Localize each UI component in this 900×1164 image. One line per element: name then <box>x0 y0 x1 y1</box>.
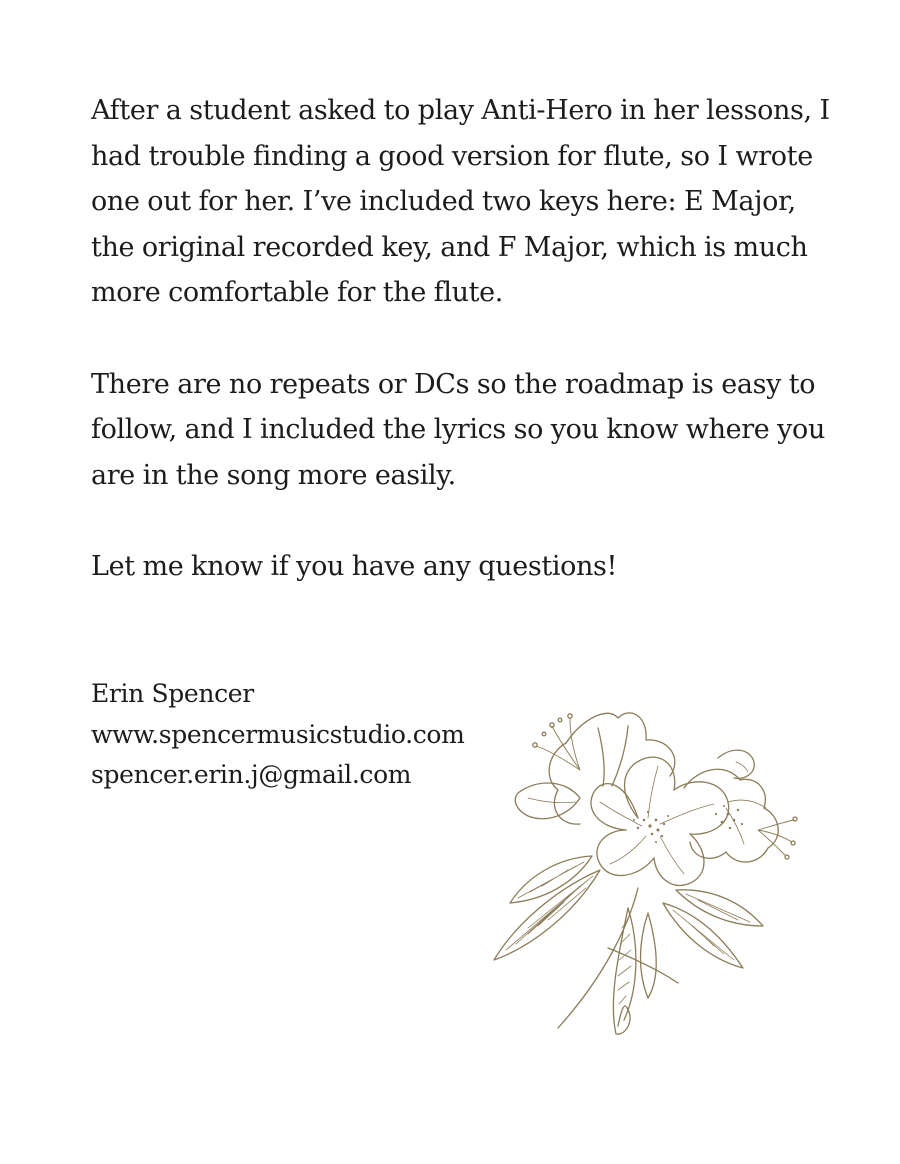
author-name: Erin Spencer <box>91 679 254 708</box>
letter-body <box>91 88 831 635</box>
email-link[interactable]: spencer.erin.j@gmail.com <box>91 760 412 789</box>
roadmap-paragraph: There are no repeats or DCs so the roadmap is easy to follow, and I included the lyrics so you know where you are in the song more easily. <box>91 368 826 491</box>
questions-paragraph: Let me know if you have any questions! <box>91 550 618 582</box>
website-link[interactable]: www.spencermusicstudio.com <box>91 719 465 749</box>
intro-paragraph: After a student asked to play Anti-Hero in her lessons, I had trouble finding a good version for flute, so I wrote one out for her. I’ve included two keys here: E Major, the original recorded key, and F Major, which is much more comfortable for the flute. <box>91 95 830 309</box>
flower-illustration-icon <box>488 698 798 1040</box>
signature-block <box>91 674 464 796</box>
